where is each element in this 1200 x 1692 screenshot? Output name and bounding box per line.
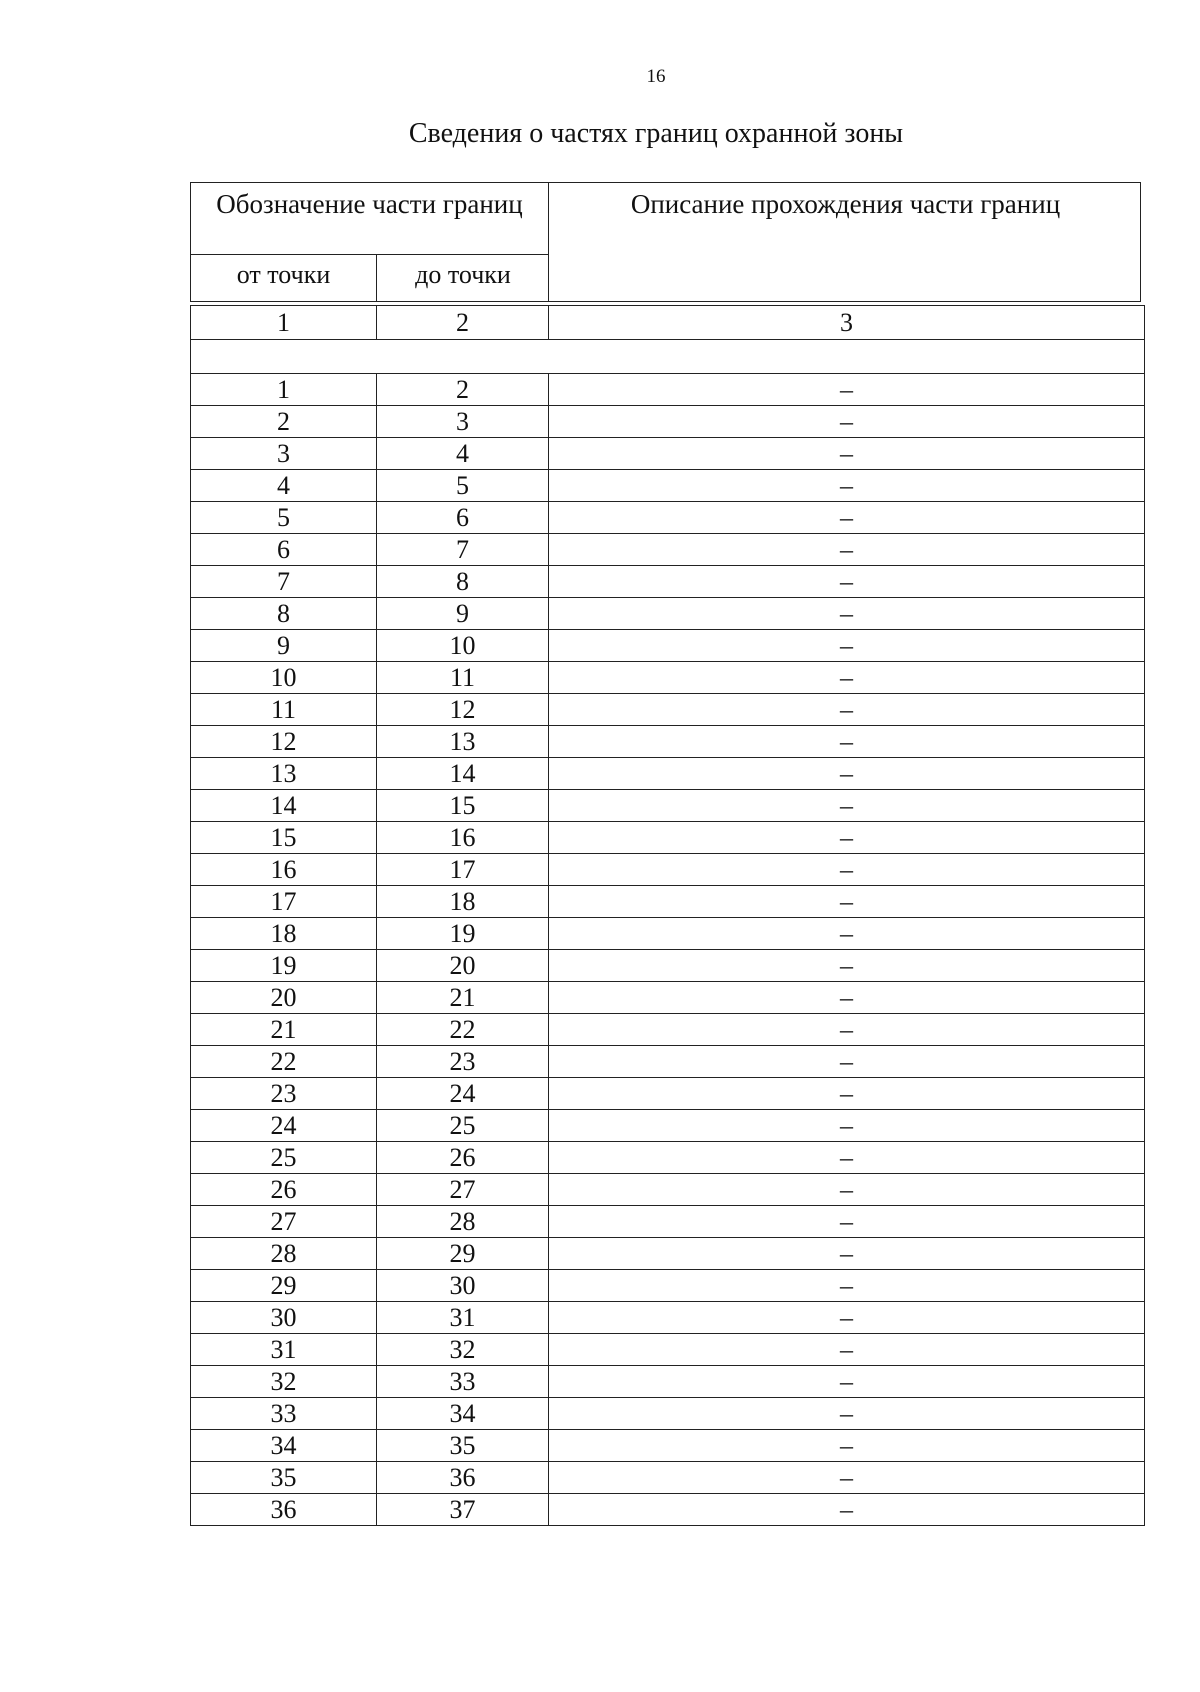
description-cell: – [549,822,1145,854]
table-row [191,630,1145,662]
from-point-cell: 25 [191,1142,377,1174]
table-row [191,790,1145,822]
to-point-cell: 14 [377,758,549,790]
description-cell: – [549,598,1145,630]
from-point-cell: 14 [191,790,377,822]
to-point-cell: 19 [377,918,549,950]
table-row [191,470,1145,502]
description-cell: – [549,1334,1145,1366]
from-point-cell: 9 [191,630,377,662]
to-point-header: до точки [415,260,511,289]
from-point-cell: 31 [191,1334,377,1366]
to-point-cell: 3 [377,406,549,438]
description-cell: – [549,1494,1145,1526]
from-point-cell: 28 [191,1238,377,1270]
from-point-cell: 11 [191,694,377,726]
to-point-cell: 2 [377,374,549,406]
to-point-cell: 32 [377,1334,549,1366]
table-row [191,1206,1145,1238]
to-point-cell: 21 [377,982,549,1014]
description-cell: – [549,950,1145,982]
table-row [191,886,1145,918]
to-point-cell: 23 [377,1046,549,1078]
table-body [191,306,1145,1526]
description-cell: – [549,726,1145,758]
to-point-cell: 27 [377,1174,549,1206]
to-point-cell: 17 [377,854,549,886]
table-row [191,406,1145,438]
description-cell: – [549,1078,1145,1110]
to-point-cell: 33 [377,1366,549,1398]
to-point-cell: 37 [377,1494,549,1526]
to-point-cell: 20 [377,950,549,982]
to-point-cell: 11 [377,662,549,694]
table-row [191,438,1145,470]
from-point-cell: 36 [191,1494,377,1526]
description-header: Описание прохождения части границ [630,189,1061,219]
to-point-cell: 5 [377,470,549,502]
table-row [191,502,1145,534]
boundary-parts-table [190,305,1145,1526]
description-cell: – [549,438,1145,470]
description-cell: – [549,1366,1145,1398]
description-cell: – [549,502,1145,534]
from-point-cell: 6 [191,534,377,566]
to-point-cell: 28 [377,1206,549,1238]
from-point-cell: 29 [191,1270,377,1302]
from-point-cell: 12 [191,726,377,758]
page-title: Сведения о частях границ охранной зоны [408,118,904,149]
table-row [191,1462,1145,1494]
table-row [191,534,1145,566]
to-point-cell: 7 [377,534,549,566]
description-cell: – [549,566,1145,598]
description-cell: – [549,1238,1145,1270]
description-cell: – [549,470,1145,502]
to-point-cell: 18 [377,886,549,918]
from-point-cell: 1 [191,374,377,406]
column-number-row [191,306,1145,340]
description-cell: – [549,1270,1145,1302]
table-row [191,374,1145,406]
table-row [191,1398,1145,1430]
table-row [191,726,1145,758]
from-point-cell: 18 [191,918,377,950]
to-point-cell: 16 [377,822,549,854]
description-cell: – [549,406,1145,438]
from-point-cell: 16 [191,854,377,886]
designation-header: Обозначение части границ [191,183,548,255]
table-row [191,1238,1145,1270]
table-row [191,662,1145,694]
table-row [191,918,1145,950]
section-row [191,340,1145,374]
from-point-cell: 35 [191,1462,377,1494]
table-row [191,822,1145,854]
table-row [191,1046,1145,1078]
table-row [191,854,1145,886]
description-cell: – [549,1462,1145,1494]
to-point-cell: 29 [377,1238,549,1270]
description-cell: – [549,1110,1145,1142]
from-point-header: от точки [191,255,377,301]
column-number-cell: 1 [191,306,377,340]
description-cell: – [549,694,1145,726]
from-point-cell: 21 [191,1014,377,1046]
to-point-cell: 22 [377,1014,549,1046]
from-point-cell: 20 [191,982,377,1014]
description-cell: – [549,982,1145,1014]
to-point-cell: 4 [377,438,549,470]
from-point-cell: 7 [191,566,377,598]
to-point-cell: 25 [377,1110,549,1142]
designation-header-group [191,183,549,301]
to-point-cell: 13 [377,726,549,758]
description-cell: – [549,1014,1145,1046]
to-point-cell: 8 [377,566,549,598]
table-row [191,1014,1145,1046]
from-point-cell: 23 [191,1078,377,1110]
description-cell: – [549,918,1145,950]
description-cell: – [549,630,1145,662]
from-point-cell: 19 [191,950,377,982]
description-cell: – [549,854,1145,886]
from-point-cell: 15 [191,822,377,854]
table-row [191,758,1145,790]
from-point-cell: 17 [191,886,377,918]
from-point-cell: 5 [191,502,377,534]
to-point-cell: 10 [377,630,549,662]
description-cell: – [549,662,1145,694]
from-point-cell: 22 [191,1046,377,1078]
table-row [191,1110,1145,1142]
description-cell: – [549,886,1145,918]
from-point-cell: 4 [191,470,377,502]
table-row [191,1174,1145,1206]
to-point-cell: 36 [377,1462,549,1494]
to-point-cell: 35 [377,1430,549,1462]
column-number-cell: 3 [549,306,1145,340]
to-point-cell: 34 [377,1398,549,1430]
table-row [191,1366,1145,1398]
from-point-cell: 26 [191,1174,377,1206]
description-cell: – [549,1046,1145,1078]
table-row [191,950,1145,982]
table-row [191,982,1145,1014]
from-point-cell: 32 [191,1366,377,1398]
description-cell: – [549,374,1145,406]
description-cell: – [549,1398,1145,1430]
to-point-cell: 15 [377,790,549,822]
description-cell: – [549,1302,1145,1334]
to-point-cell: 24 [377,1078,549,1110]
from-point-cell: 13 [191,758,377,790]
table-header [190,182,1141,302]
table-row [191,1142,1145,1174]
description-cell: – [549,534,1145,566]
table-row [191,1302,1145,1334]
description-cell: – [549,1206,1145,1238]
table-row [191,1430,1145,1462]
description-cell: – [549,1142,1145,1174]
description-cell: – [549,758,1145,790]
to-point-cell: 31 [377,1302,549,1334]
description-cell: – [549,1430,1145,1462]
description-cell: – [549,1174,1145,1206]
from-point-cell: 33 [191,1398,377,1430]
table-row [191,1078,1145,1110]
from-point-cell: 8 [191,598,377,630]
table-row [191,1334,1145,1366]
to-point-cell: 30 [377,1270,549,1302]
table-row [191,694,1145,726]
to-point-cell: 9 [377,598,549,630]
section-cell [191,340,1145,374]
to-point-cell: 12 [377,694,549,726]
from-point-cell: 3 [191,438,377,470]
from-point-cell: 30 [191,1302,377,1334]
from-point-cell: 10 [191,662,377,694]
table-row [191,1270,1145,1302]
from-point-cell: 2 [191,406,377,438]
table-row [191,1494,1145,1526]
table-row [191,598,1145,630]
page-number: 16 [646,66,666,87]
description-cell: – [549,790,1145,822]
column-number-cell: 2 [377,306,549,340]
from-point-cell: 27 [191,1206,377,1238]
from-point-cell: 24 [191,1110,377,1142]
to-point-cell: 6 [377,502,549,534]
to-point-cell: 26 [377,1142,549,1174]
from-point-cell: 34 [191,1430,377,1462]
table-row [191,566,1145,598]
